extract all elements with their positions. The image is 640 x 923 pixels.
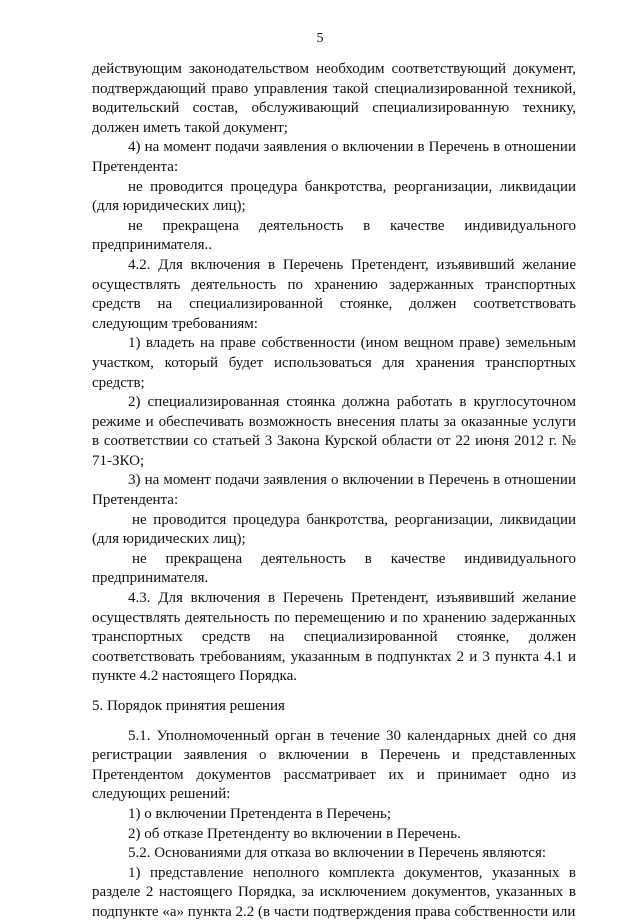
- paragraph: 5.1. Уполномоченный орган в течение 30 календарных дней со дня регистрации заявления о включении в Перечень и представленных Претендентом документов рассматривает их и принимает одно из следующих решений:: [92, 727, 576, 803]
- paragraph: 2) специализированная стоянка должна работать в круглосуточном режиме и обеспечивать возможность внесения платы за оказанные услуги в соответствии со статьей 3 Закона Курской области от 22 июня 2012 г. № 71-ЗКО;: [92, 394, 576, 469]
- paragraph: не прекращена деятельность в качестве индивидуального предпринимателя.: [92, 550, 576, 587]
- paragraph: 1) представление неполного комплекта документов, указанных в разделе 2 настоящего Порядка, за исключением документов, указанных в подпункте «а» пункта 2.2 (в части подтверждения права собственности или: [92, 864, 576, 920]
- paragraph: 3) на момент подачи заявления о включении в Перечень в отношении Претендента:: [92, 472, 576, 509]
- paragraph: не проводится процедура банкротства, реорганизации, ликвидации (для юридических лиц);: [92, 178, 576, 215]
- paragraph: 1) о включении Претендента в Перечень;: [128, 805, 392, 822]
- section-heading: 5. Порядок принятия решения: [92, 698, 285, 714]
- paragraph: 5.2. Основаниями для отказа во включении в Перечень являются:: [128, 845, 547, 862]
- paragraph: не прекращена деятельность в качестве индивидуального предпринимателя..: [92, 217, 576, 254]
- paragraph: 2) об отказе Претенденту во включении в Перечень.: [128, 825, 461, 842]
- paragraph: 4.3. Для включения в Перечень Претендент, изъявивший желание осуществлять деятельность по перемещению и по хранению задержанных транспортных средств на специализированной стоянке, должен соответствовать требованиям, указанным в подпунктах 2 и 3 пункта 4.1 и пункте 4.2 настоящего Порядка.: [92, 590, 576, 685]
- paragraph: не проводится процедура банкротства, реорганизации, ликвидации (для юридических лиц);: [92, 511, 576, 548]
- paragraph: 4.2. Для включения в Перечень Претендент, изъявивший желание осуществлять деятельность по хранению задержанных транспортных средств на специализированной стоянке, должен соответствовать следующим требованиям:: [92, 256, 576, 332]
- paragraph: действующим законодательством необходим соответствующий документ, подтверждающий право управления такой специализированной техникой, водительский состав, обслуживающий специализированную технику, должен иметь такой документ;: [92, 61, 576, 136]
- paragraph: 1) владеть на праве собственности (ином вещном праве) земельным участком, который будет использоваться для хранения транспортных средств;: [92, 335, 576, 391]
- document-body: [92, 60, 576, 923]
- page-number: 5: [316, 31, 324, 46]
- paragraph: 4) на момент подачи заявления о включении в Перечень в отношении Претендента:: [92, 139, 576, 175]
